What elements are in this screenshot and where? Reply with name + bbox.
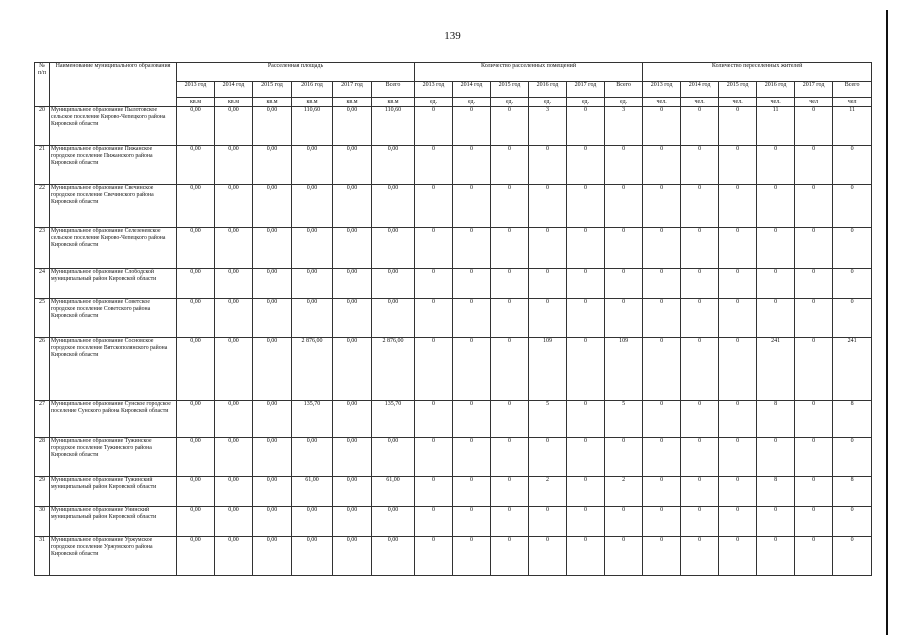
row-value-cell: 0 xyxy=(415,338,453,401)
table-row xyxy=(35,107,872,146)
row-value-cell: 0 xyxy=(605,228,643,269)
row-value-cell: 0 xyxy=(415,185,453,228)
row-value-cell: 0 xyxy=(643,507,681,537)
row-municipality-name: Муниципальное образование Слободской муниципальный район Кировской области xyxy=(50,269,177,299)
row-value-cell: 0 xyxy=(453,107,491,146)
row-value-cell: 0 xyxy=(719,228,757,269)
row-value-cell: 0 xyxy=(757,438,795,477)
row-value-cell: 241 xyxy=(833,338,872,401)
row-value-cell: 0 xyxy=(757,269,795,299)
header-unit: ед. xyxy=(605,98,643,107)
header-unit: кв.м xyxy=(372,98,415,107)
row-value-cell: 0 xyxy=(415,299,453,338)
row-value-cell: 0,00 xyxy=(333,299,372,338)
row-value-cell: 0 xyxy=(795,438,833,477)
row-value-cell: 0,00 xyxy=(177,299,215,338)
row-value-cell: 0,00 xyxy=(333,537,372,576)
header-year: 2015 год xyxy=(491,82,529,98)
row-value-cell: 0,00 xyxy=(177,401,215,438)
row-value-cell: 0 xyxy=(795,107,833,146)
row-index: 21 xyxy=(35,146,50,185)
row-value-cell: 8 xyxy=(757,401,795,438)
header-unit: чел. xyxy=(757,98,795,107)
row-municipality-name: Муниципальное образование Пижанское городское поселение Пижанского района Кировской области xyxy=(50,146,177,185)
row-value-cell: 109 xyxy=(529,338,567,401)
header-year: 2017 год xyxy=(567,82,605,98)
row-value-cell: 0 xyxy=(795,537,833,576)
row-municipality-name: Муниципальное образование Сосновское городское поселение Вятскополянского района Кировской области xyxy=(50,338,177,401)
row-value-cell: 0,00 xyxy=(253,107,292,146)
row-value-cell: 0 xyxy=(719,477,757,507)
row-value-cell: 0 xyxy=(491,107,529,146)
row-value-cell: 0 xyxy=(795,477,833,507)
row-value-cell: 0,00 xyxy=(215,299,253,338)
row-value-cell: 0 xyxy=(643,185,681,228)
row-value-cell: 0 xyxy=(567,185,605,228)
row-value-cell: 61,00 xyxy=(292,477,333,507)
resettlement-table xyxy=(34,62,872,576)
page-number: 139 xyxy=(444,30,461,42)
row-value-cell: 0 xyxy=(453,299,491,338)
row-value-cell: 241 xyxy=(757,338,795,401)
row-value-cell: 0,00 xyxy=(253,269,292,299)
row-value-cell: 0 xyxy=(719,338,757,401)
row-value-cell: 0 xyxy=(795,299,833,338)
row-value-cell: 0 xyxy=(567,107,605,146)
row-value-cell: 0,00 xyxy=(372,228,415,269)
row-municipality-name: Муниципальное образование Тужинское городское поселение Тужинского района Кировской области xyxy=(50,438,177,477)
row-value-cell: 0 xyxy=(605,299,643,338)
row-index: 28 xyxy=(35,438,50,477)
row-municipality-name: Муниципальное образование Уржумское городское поселение Уржумского района Кировской области xyxy=(50,537,177,576)
header-year: 2013 год xyxy=(177,82,215,98)
row-value-cell: 0 xyxy=(491,299,529,338)
row-value-cell: 0 xyxy=(453,185,491,228)
row-value-cell: 0 xyxy=(681,338,719,401)
row-value-cell: 0 xyxy=(643,537,681,576)
row-value-cell: 0 xyxy=(681,438,719,477)
header-unit: чел. xyxy=(719,98,757,107)
row-value-cell: 0 xyxy=(719,299,757,338)
row-value-cell: 0 xyxy=(529,146,567,185)
row-value-cell: 0 xyxy=(643,107,681,146)
row-value-cell: 0,00 xyxy=(177,438,215,477)
row-municipality-name: Муниципальное образование Советское городское поселение Советского района Кировской области xyxy=(50,299,177,338)
row-value-cell: 0 xyxy=(643,228,681,269)
table-row xyxy=(35,146,872,185)
row-value-cell: 0 xyxy=(415,537,453,576)
row-value-cell: 0 xyxy=(833,438,872,477)
row-value-cell: 0 xyxy=(795,185,833,228)
header-unit: чел. xyxy=(681,98,719,107)
header-unit: чел xyxy=(795,98,833,107)
row-value-cell: 0,00 xyxy=(292,537,333,576)
row-index: 31 xyxy=(35,537,50,576)
right-margin-rule xyxy=(886,10,888,635)
row-value-cell: 0,00 xyxy=(177,338,215,401)
row-value-cell: 0 xyxy=(529,228,567,269)
header-year: 2017 год xyxy=(795,82,833,98)
row-value-cell: 0 xyxy=(567,269,605,299)
row-value-cell: 0,00 xyxy=(253,299,292,338)
row-value-cell: 0 xyxy=(795,401,833,438)
row-value-cell: 110,60 xyxy=(292,107,333,146)
row-value-cell: 0,00 xyxy=(215,401,253,438)
table-row xyxy=(35,185,872,228)
header-unit: кв.м xyxy=(177,98,215,107)
row-value-cell: 0 xyxy=(757,537,795,576)
row-value-cell: 109 xyxy=(605,338,643,401)
header-year: Всего xyxy=(605,82,643,98)
header-index: № п/п xyxy=(35,63,50,107)
row-value-cell: 0 xyxy=(605,185,643,228)
header-year: 2016 год xyxy=(757,82,795,98)
row-value-cell: 0 xyxy=(833,507,872,537)
row-value-cell: 0 xyxy=(453,146,491,185)
row-value-cell: 0,00 xyxy=(333,477,372,507)
row-value-cell: 0,00 xyxy=(372,299,415,338)
header-group-area: Расселенная площадь xyxy=(177,63,415,82)
row-value-cell: 0 xyxy=(529,269,567,299)
row-index: 20 xyxy=(35,107,50,146)
row-value-cell: 0 xyxy=(491,401,529,438)
row-value-cell: 0 xyxy=(681,107,719,146)
row-value-cell: 0,00 xyxy=(292,507,333,537)
row-value-cell: 0,00 xyxy=(253,537,292,576)
row-value-cell: 0 xyxy=(453,477,491,507)
row-value-cell: 0,00 xyxy=(215,537,253,576)
row-value-cell: 0 xyxy=(681,299,719,338)
row-value-cell: 0 xyxy=(415,477,453,507)
row-value-cell: 0,00 xyxy=(177,146,215,185)
row-value-cell: 0,00 xyxy=(253,401,292,438)
header-year: 2014 год xyxy=(215,82,253,98)
row-value-cell: 0 xyxy=(491,537,529,576)
row-value-cell: 0 xyxy=(567,537,605,576)
row-value-cell: 0 xyxy=(415,401,453,438)
row-value-cell: 0,00 xyxy=(215,477,253,507)
row-value-cell: 0 xyxy=(605,537,643,576)
header-group-rooms: Количество расселенных помещений xyxy=(415,63,643,82)
row-value-cell: 0,00 xyxy=(177,269,215,299)
row-value-cell: 0 xyxy=(681,269,719,299)
row-value-cell: 0 xyxy=(529,537,567,576)
row-value-cell: 0 xyxy=(415,228,453,269)
row-value-cell: 0 xyxy=(757,228,795,269)
row-value-cell: 0,00 xyxy=(215,107,253,146)
row-value-cell: 0 xyxy=(491,228,529,269)
row-value-cell: 0 xyxy=(453,438,491,477)
row-value-cell: 0 xyxy=(491,146,529,185)
row-value-cell: 0 xyxy=(491,438,529,477)
row-value-cell: 0 xyxy=(833,269,872,299)
row-value-cell: 0 xyxy=(795,228,833,269)
row-value-cell: 2 xyxy=(605,477,643,507)
header-year: Всего xyxy=(833,82,872,98)
row-value-cell: 0 xyxy=(681,146,719,185)
row-value-cell: 3 xyxy=(605,107,643,146)
row-value-cell: 0,00 xyxy=(372,507,415,537)
row-value-cell: 0 xyxy=(757,299,795,338)
row-value-cell: 0 xyxy=(453,338,491,401)
row-value-cell: 135,70 xyxy=(292,401,333,438)
header-unit: чел. xyxy=(643,98,681,107)
row-municipality-name: Муниципальное образование Тужинский муниципальный район Кировской области xyxy=(50,477,177,507)
row-value-cell: 0 xyxy=(643,299,681,338)
row-value-cell: 0 xyxy=(567,299,605,338)
row-value-cell: 0 xyxy=(833,228,872,269)
row-value-cell: 0 xyxy=(491,338,529,401)
row-value-cell: 2 xyxy=(529,477,567,507)
row-value-cell: 0 xyxy=(833,185,872,228)
header-unit: кв.м xyxy=(215,98,253,107)
row-value-cell: 0,00 xyxy=(253,228,292,269)
header-year: 2016 год xyxy=(529,82,567,98)
row-value-cell: 0 xyxy=(681,185,719,228)
row-value-cell: 110,60 xyxy=(372,107,415,146)
row-value-cell: 0 xyxy=(491,477,529,507)
header-unit: ед. xyxy=(453,98,491,107)
row-value-cell: 0 xyxy=(453,228,491,269)
row-value-cell: 0 xyxy=(567,401,605,438)
row-value-cell: 0,00 xyxy=(215,185,253,228)
row-value-cell: 0,00 xyxy=(333,107,372,146)
row-value-cell: 0 xyxy=(605,438,643,477)
row-value-cell: 0 xyxy=(643,146,681,185)
row-value-cell: 0 xyxy=(643,401,681,438)
row-value-cell: 0 xyxy=(453,537,491,576)
header-year: 2014 год xyxy=(681,82,719,98)
row-value-cell: 0,00 xyxy=(253,185,292,228)
table-row xyxy=(35,401,872,438)
header-unit: кв.м xyxy=(253,98,292,107)
row-value-cell: 8 xyxy=(833,477,872,507)
row-value-cell: 0,00 xyxy=(177,507,215,537)
row-value-cell: 0 xyxy=(605,269,643,299)
row-value-cell: 0 xyxy=(833,537,872,576)
row-value-cell: 0,00 xyxy=(372,146,415,185)
row-value-cell: 0 xyxy=(833,299,872,338)
header-unit: чел xyxy=(833,98,872,107)
header-unit: ед. xyxy=(491,98,529,107)
row-value-cell: 0 xyxy=(681,401,719,438)
header-year: 2014 год xyxy=(453,82,491,98)
row-value-cell: 0,00 xyxy=(253,338,292,401)
row-value-cell: 0,00 xyxy=(333,438,372,477)
header-year: 2016 год xyxy=(292,82,333,98)
row-value-cell: 0,00 xyxy=(215,269,253,299)
row-value-cell: 0,00 xyxy=(333,269,372,299)
row-value-cell: 0 xyxy=(491,185,529,228)
row-value-cell: 0 xyxy=(681,537,719,576)
row-value-cell: 0,00 xyxy=(372,185,415,228)
header-unit: ед. xyxy=(415,98,453,107)
header-unit: ед. xyxy=(529,98,567,107)
row-value-cell: 0,00 xyxy=(215,438,253,477)
row-value-cell: 0,00 xyxy=(292,185,333,228)
row-value-cell: 8 xyxy=(757,477,795,507)
table-row xyxy=(35,269,872,299)
row-value-cell: 0 xyxy=(757,185,795,228)
row-value-cell: 0,00 xyxy=(292,438,333,477)
row-value-cell: 0,00 xyxy=(372,537,415,576)
row-value-cell: 0 xyxy=(567,438,605,477)
row-value-cell: 0 xyxy=(795,269,833,299)
table-row xyxy=(35,299,872,338)
row-value-cell: 0,00 xyxy=(215,228,253,269)
row-value-cell: 0 xyxy=(719,269,757,299)
header-year: Всего xyxy=(372,82,415,98)
table-row xyxy=(35,438,872,477)
row-municipality-name: Муниципальное образование Сунское городское поселение Сунского района Кировской области xyxy=(50,401,177,438)
row-value-cell: 0 xyxy=(643,477,681,507)
header-year: 2013 год xyxy=(643,82,681,98)
row-value-cell: 0 xyxy=(643,438,681,477)
row-value-cell: 0 xyxy=(529,507,567,537)
row-value-cell: 0 xyxy=(415,438,453,477)
row-value-cell: 0,00 xyxy=(372,438,415,477)
row-value-cell: 0,00 xyxy=(333,146,372,185)
row-value-cell: 5 xyxy=(529,401,567,438)
row-value-cell: 0,00 xyxy=(372,269,415,299)
row-municipality-name: Муниципальное образование Свечинское городское поселение Свечинского района Кировской области xyxy=(50,185,177,228)
row-value-cell: 0 xyxy=(529,438,567,477)
header-year: 2013 год xyxy=(415,82,453,98)
table-body xyxy=(35,107,872,576)
row-value-cell: 0 xyxy=(795,146,833,185)
row-value-cell: 0,00 xyxy=(292,269,333,299)
row-value-cell: 0,00 xyxy=(292,146,333,185)
row-value-cell: 0 xyxy=(605,146,643,185)
row-value-cell: 0,00 xyxy=(215,507,253,537)
row-value-cell: 0 xyxy=(529,299,567,338)
row-value-cell: 0 xyxy=(757,146,795,185)
header-year: 2015 год xyxy=(719,82,757,98)
table-row xyxy=(35,537,872,576)
row-index: 22 xyxy=(35,185,50,228)
row-value-cell: 0 xyxy=(415,507,453,537)
row-value-cell: 0 xyxy=(415,146,453,185)
row-value-cell: 0 xyxy=(643,338,681,401)
row-value-cell: 0 xyxy=(681,228,719,269)
row-value-cell: 135,70 xyxy=(372,401,415,438)
row-value-cell: 0,00 xyxy=(333,338,372,401)
row-value-cell: 0,00 xyxy=(177,107,215,146)
header-year: 2017 год xyxy=(333,82,372,98)
row-value-cell: 0,00 xyxy=(215,338,253,401)
row-value-cell: 0 xyxy=(453,401,491,438)
row-value-cell: 0,00 xyxy=(253,477,292,507)
row-value-cell: 0 xyxy=(719,185,757,228)
row-value-cell: 0,00 xyxy=(333,507,372,537)
row-value-cell: 5 xyxy=(605,401,643,438)
row-index: 30 xyxy=(35,507,50,537)
row-value-cell: 0 xyxy=(567,228,605,269)
row-value-cell: 0 xyxy=(491,507,529,537)
row-index: 26 xyxy=(35,338,50,401)
header-year: 2015 год xyxy=(253,82,292,98)
row-index: 24 xyxy=(35,269,50,299)
row-municipality-name: Муниципальное образование Унинский муниципальный район Кировской области xyxy=(50,507,177,537)
header-group-residents: Количество переселенных жителей xyxy=(643,63,872,82)
row-value-cell: 0,00 xyxy=(333,401,372,438)
row-value-cell: 11 xyxy=(833,107,872,146)
row-value-cell: 0,00 xyxy=(215,146,253,185)
row-value-cell: 3 xyxy=(529,107,567,146)
row-value-cell: 0 xyxy=(453,507,491,537)
header-municipality-name: Наименование муниципального образования xyxy=(50,63,177,107)
row-value-cell: 0 xyxy=(719,507,757,537)
row-value-cell: 0,00 xyxy=(292,228,333,269)
row-value-cell: 0 xyxy=(757,507,795,537)
row-value-cell: 0,00 xyxy=(253,507,292,537)
row-value-cell: 0,00 xyxy=(333,228,372,269)
row-value-cell: 0 xyxy=(415,107,453,146)
row-value-cell: 0 xyxy=(795,338,833,401)
row-value-cell: 0 xyxy=(681,507,719,537)
row-value-cell: 0 xyxy=(795,507,833,537)
row-value-cell: 0,00 xyxy=(177,477,215,507)
header-unit: кв.м xyxy=(333,98,372,107)
row-value-cell: 8 xyxy=(833,401,872,438)
row-value-cell: 0 xyxy=(567,146,605,185)
row-index: 27 xyxy=(35,401,50,438)
table-row xyxy=(35,228,872,269)
header-unit: кв.м xyxy=(292,98,333,107)
row-value-cell: 2 876,00 xyxy=(372,338,415,401)
row-value-cell: 0 xyxy=(719,537,757,576)
row-municipality-name: Муниципальное образование Пылотовское сельское поселение Кирово-Чепецкого района Кировской области xyxy=(50,107,177,146)
row-value-cell: 0,00 xyxy=(177,537,215,576)
table-row xyxy=(35,338,872,401)
row-municipality-name: Муниципальное образование Селезеневское сельское поселение Кирово-Чепецкого района Кировской области xyxy=(50,228,177,269)
row-value-cell: 0 xyxy=(719,107,757,146)
row-value-cell: 11 xyxy=(757,107,795,146)
row-value-cell: 0 xyxy=(719,146,757,185)
row-value-cell: 0 xyxy=(415,269,453,299)
row-value-cell: 0,00 xyxy=(253,438,292,477)
row-value-cell: 0 xyxy=(453,269,491,299)
row-value-cell: 0 xyxy=(567,477,605,507)
row-value-cell: 0 xyxy=(643,269,681,299)
row-value-cell: 0,00 xyxy=(253,146,292,185)
row-value-cell: 0 xyxy=(833,146,872,185)
row-value-cell: 0,00 xyxy=(177,185,215,228)
row-value-cell: 0,00 xyxy=(333,185,372,228)
row-value-cell: 0 xyxy=(681,477,719,507)
row-value-cell: 0,00 xyxy=(292,299,333,338)
row-value-cell: 0 xyxy=(529,185,567,228)
row-value-cell: 0 xyxy=(605,507,643,537)
row-index: 25 xyxy=(35,299,50,338)
row-value-cell: 0 xyxy=(719,438,757,477)
row-value-cell: 0 xyxy=(719,401,757,438)
row-index: 29 xyxy=(35,477,50,507)
row-value-cell: 0 xyxy=(567,507,605,537)
row-index: 23 xyxy=(35,228,50,269)
table-row xyxy=(35,507,872,537)
row-value-cell: 61,00 xyxy=(372,477,415,507)
row-value-cell: 0 xyxy=(491,269,529,299)
header-unit: ед. xyxy=(567,98,605,107)
row-value-cell: 0,00 xyxy=(177,228,215,269)
row-value-cell: 0 xyxy=(567,338,605,401)
table-row xyxy=(35,477,872,507)
row-value-cell: 2 876,00 xyxy=(292,338,333,401)
